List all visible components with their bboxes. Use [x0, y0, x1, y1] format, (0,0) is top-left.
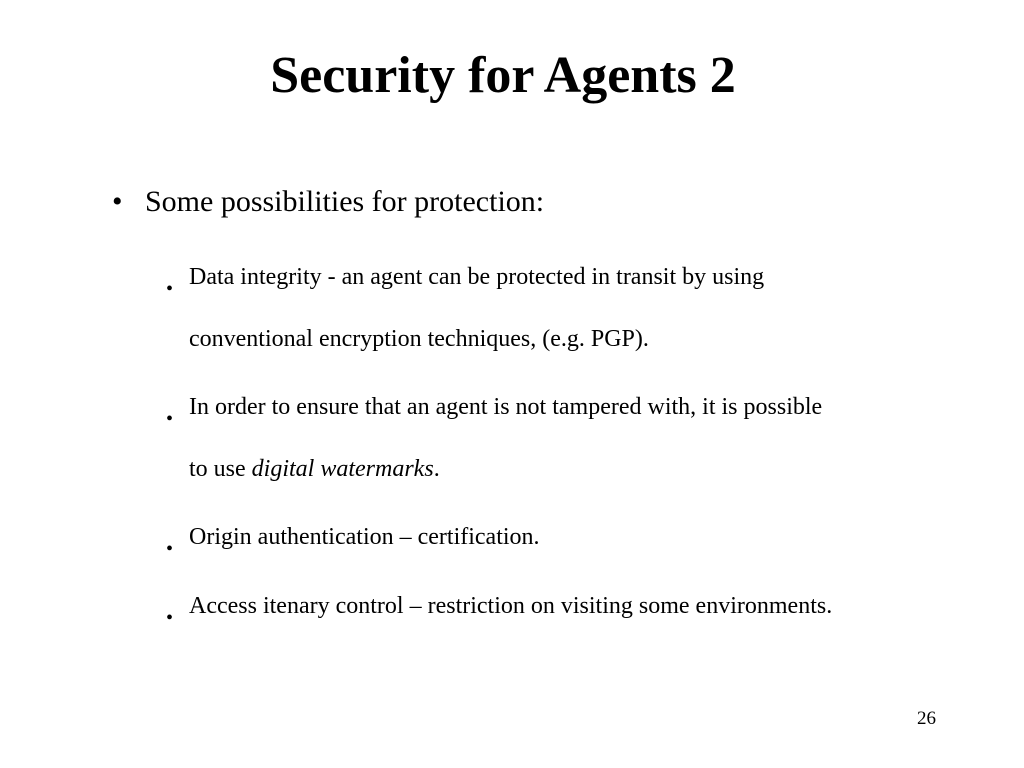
- sub-bullet-text: Access itenary control – restriction on visiting some environments.: [189, 593, 833, 619]
- bullet-icon: •: [166, 278, 174, 300]
- sub-bullet-origin-authentication: [166, 518, 986, 582]
- bullet-icon: •: [166, 607, 174, 629]
- sub-bullet-text: In order to ensure that an agent is not tampered with, it is possible: [189, 394, 823, 420]
- sub-bullet-text: Origin authentication – certification.: [189, 524, 540, 550]
- bullet-icon: •: [166, 538, 174, 560]
- slide-title: Security for Agents 2: [270, 47, 736, 104]
- sub-bullet-tamper-protection: [166, 388, 986, 513]
- sub-bullet-access-control: [166, 587, 986, 651]
- sub-bullet-data-integrity: [166, 258, 986, 383]
- bullet-icon: •: [166, 408, 174, 430]
- sub-bullet-text-continued: conventional encryption techniques, (e.g. PGP).: [189, 326, 649, 352]
- sub-bullet-text-continued: [189, 426, 986, 488]
- sub-bullet-list: [166, 258, 986, 656]
- bullet-icon: •: [112, 185, 123, 218]
- page-number: 26: [917, 708, 936, 729]
- text-prefix: to use: [189, 456, 252, 482]
- sub-bullet-text: Data integrity - an agent can be protected in transit by using: [189, 264, 765, 290]
- text-suffix: .: [433, 456, 440, 482]
- main-bullet-text: Some possibilities for protection:: [145, 185, 545, 218]
- emphasis-text: digital watermarks: [251, 456, 434, 482]
- main-bullet-point: [112, 184, 544, 220]
